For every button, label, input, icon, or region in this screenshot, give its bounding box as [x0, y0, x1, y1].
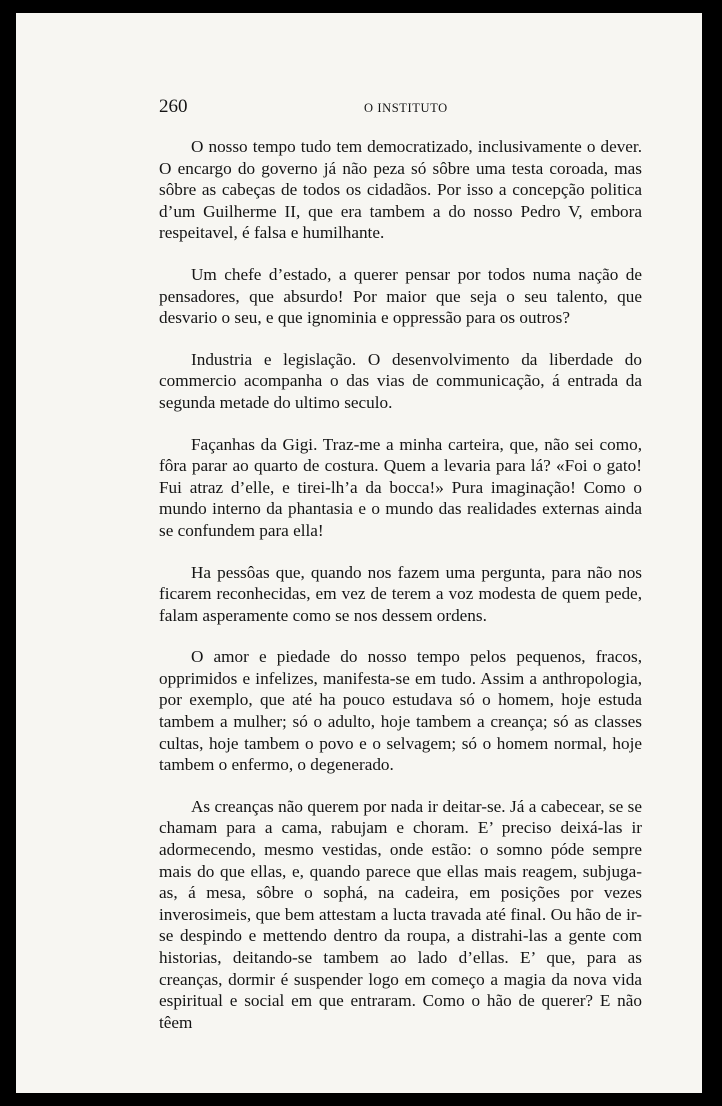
text-column [159, 95, 642, 1053]
book-page [16, 13, 702, 1093]
running-head [159, 95, 642, 123]
paragraph-industry-legislation: Industria e legislação. O desenvolvimento da liberdade do commercio acompanha o das vias de communicação, á entrada da segunda metade do ultimo seculo. [159, 349, 642, 412]
paragraph-people-asking: Ha pessôas que, quando nos fazem uma pergunta, para não nos ficarem reconhecidas, em vez de terem a voz modesta de quem pede, falam asperamente como se nos dessem ordens. [159, 562, 642, 625]
paragraph-love-and-pity: O amor e piedade do nosso tempo pelos pequenos, fracos, opprimidos e infelizes, manifesta-se em tudo. Assim a anthropologia, por exemplo, que até ha pouco estudava só o homem, hoje estuda tambem a mulher; só o adulto, hoje tambem a creança; só as classes cultas, hoje tambem o povo e o selvagem; só o homem normal, hoje tambem o enfermo, o degenerado. [159, 647, 642, 775]
running-title: O INSTITUTO [364, 101, 448, 115]
paragraph-gigi: Façanhas da Gigi. Traz-me a minha carteira, que, não sei como, fôra parar ao quarto de costura. Quem a levaria para lá? «Foi o gato! Fui atraz d’elle, e tirei-lh’a da bocca!» Pura imaginação! Como o mundo interno da phantasia e o mundo das realidades externas ainda se confundem para ella! [159, 434, 642, 540]
paragraph-democratization: O nosso tempo tudo tem democratizado, inclusivamente o dever. O encargo do governo já não peza só sôbre uma testa coroada, mas sôbre as cabeças de todos os cidadãos. Por isso a concepção politica d’um Guilherme II, que era tambem a do nosso Pedro V, embora respeitavel, é falsa e humilhante. [159, 137, 642, 243]
paragraph-head-of-state: Um chefe d’estado, a querer pensar por todos numa nação de pensadores, que absurdo! Por maior que seja o seu talento, que desvario o seu, e que ignominia e oppressão para os outros? [159, 264, 642, 328]
page-number: 260 [159, 96, 188, 117]
paragraph-children-sleep: As creanças não querem por nada ir deitar-se. Já a cabecear, se se chamam para a cama, rabujam e choram. E’ preciso deixá-las ir adormecendo, mesmo vestidas, onde estão: o somno póde sempre mais do que ellas, e, quando parece que ellas mais reagem, subjuga-as, á mesa, sôbre o sophá, na cadeira, em posições por vezes inverosimeis, que bem attestam a lucta travada até final. Ou hão de ir-se despindo e mettendo dentro da roupa, a distrahi-las a gente com historias, deitando-se tambem ao lado d’ellas. E’ que, para as creanças, dormir é suspender logo em começo a magia da nova vida espiritual e social em que entraram. Como o hão de querer? E não têem [159, 796, 642, 1032]
